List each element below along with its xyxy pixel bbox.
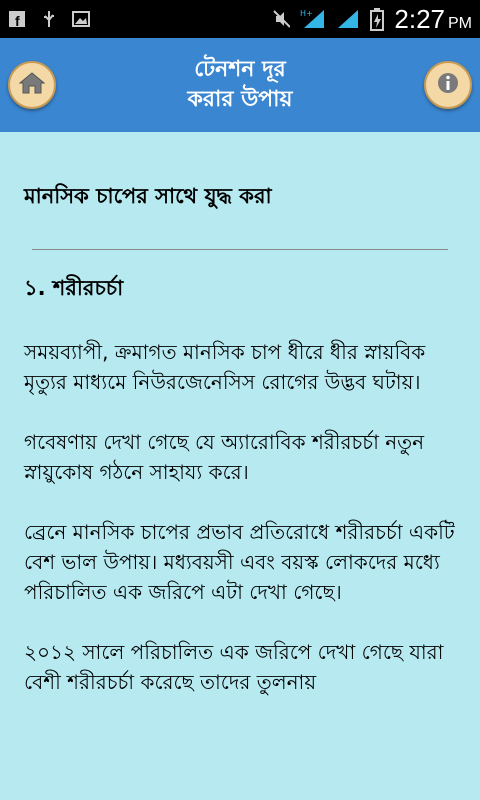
section-title: মানসিক চাপের সাথে যুদ্ধ করা: [24, 184, 272, 208]
page-title: টেনশন দূর করার উপায়: [187, 57, 293, 112]
clock: 2:27 PM: [394, 3, 472, 34]
signal-icon: [300, 10, 326, 28]
paragraph: সময়ব্যাপী, ক্রমাগত মানসিক চাপ ধীরে ধীর স্নায়বিক মৃত্যুর মাধ্যমে নিউরজেনেসিস রোগের উদ্ভব ঘটায়।: [24, 340, 426, 394]
paragraph: ব্রেনে মানসিক চাপের প্রভাব প্রতিরোধে শরীরচর্চা একটি বেশ ভাল উপায়। মধ্যবয়সী এবং বয়স্ক লোকদের মধ্যে পরিচালিত এক জরিপে এটা দেখা গেছে।: [24, 520, 455, 604]
paragraph: গবেষণায় দেখা গেছে যে অ্যারোবিক শরীরচর্চা নতুন স্নায়ুকোষ গঠনে সাহায্য করে।: [24, 430, 425, 484]
app-bar: [0, 38, 480, 132]
home-icon: [19, 71, 45, 99]
mute-icon: [272, 10, 290, 28]
info-button[interactable]: [424, 61, 472, 109]
image-icon: [72, 10, 90, 28]
svg-text:f: f: [15, 13, 20, 28]
home-button[interactable]: [8, 61, 56, 109]
status-bar: [0, 0, 480, 38]
paragraph: ২০১২ সালে পরিচালিত এক জরিপে দেখা গেছে যারা বেশী শরীরচর্চা করেছে তাদের তুলনায়: [24, 640, 444, 694]
divider: [32, 249, 448, 250]
svg-text:H+: H+: [300, 9, 314, 18]
battery-icon: [370, 10, 384, 28]
facebook-icon: [8, 10, 26, 28]
signal-icon: [336, 10, 360, 28]
usb-icon: [40, 10, 58, 28]
article-content: [0, 132, 480, 697]
info-icon: [437, 72, 459, 98]
point-title: ১. শরীরচর্চা: [24, 276, 124, 300]
